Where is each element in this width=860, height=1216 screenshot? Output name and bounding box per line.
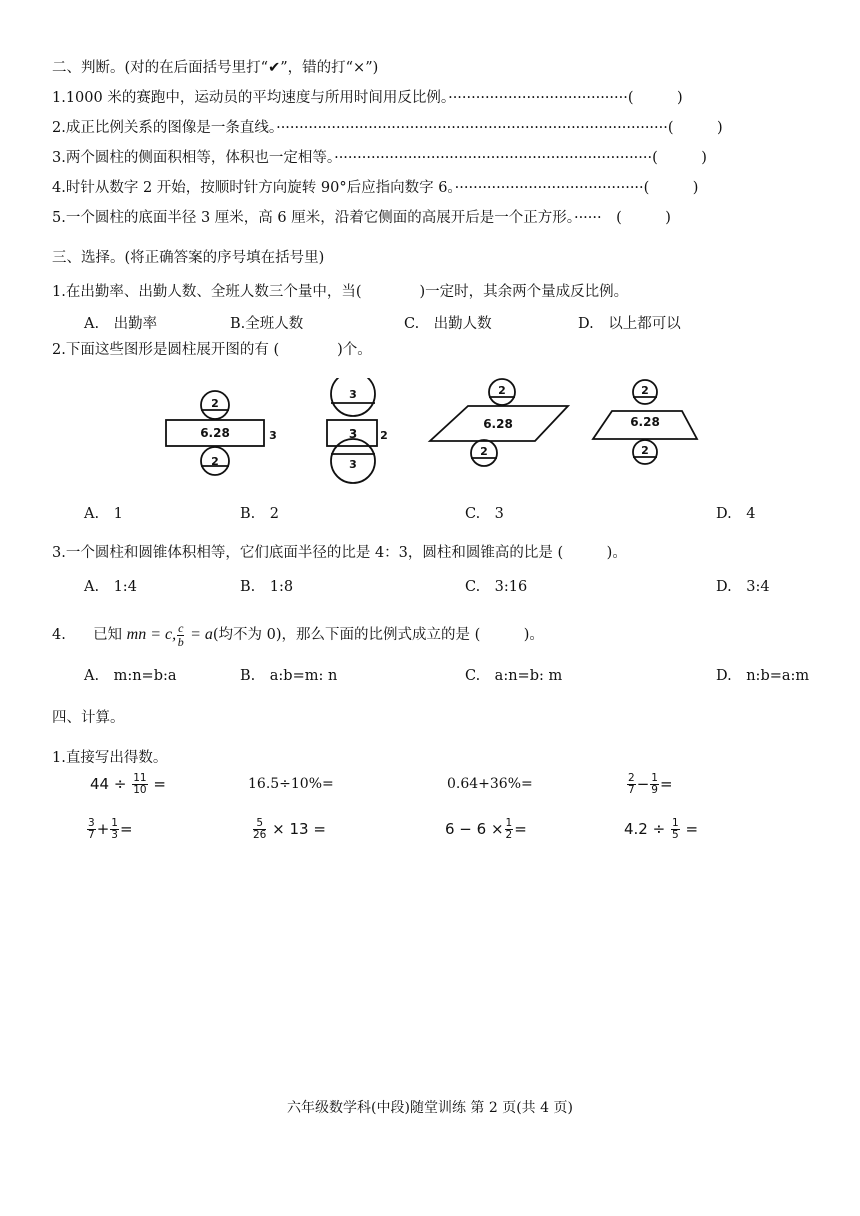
q4-option-d: D. n:b=a:m	[716, 668, 810, 684]
q4-option-c: C. a:n=b: m	[465, 668, 563, 684]
calc-r2-a-d2: 3	[111, 829, 118, 841]
calc-r2-a	[86, 815, 133, 843]
judge-item-5: 5.一个圆柱的底面半径 3 厘米，高 6 厘米，沿着它侧面的高展开后是一个正方形。······ ( )	[52, 210, 671, 226]
calc-r1-d-op: −	[636, 775, 650, 793]
cylinder-net-figures	[160, 378, 720, 490]
calc-r2-c-post: =	[514, 820, 527, 838]
calc-r1-d	[626, 770, 673, 798]
f4-mid-label: 6.28	[630, 415, 660, 429]
calc-r2-a-d1: 7	[88, 829, 95, 841]
q2-option-b: B. 2	[240, 506, 279, 522]
calc-r1-a-pre: 44 ÷	[90, 775, 127, 793]
q2-option-a: A. 1	[84, 506, 123, 522]
q4-number: 4.	[52, 627, 66, 643]
f3-bottom-label: 2	[480, 445, 488, 458]
section-2-heading: 二、判断。(对的在后面括号里打“✔”，错的打“×”)	[52, 60, 379, 76]
calc-r2-b-num: 5	[253, 818, 266, 830]
q4-fraction	[177, 622, 184, 649]
f2-bottom-label: 3	[349, 458, 357, 471]
calc-r1-d-n2: 1	[651, 772, 658, 784]
q1-option-b: B.全班人数	[230, 316, 304, 332]
choice-q1: 1.在出勤率、出勤人数、全班人数三个量中，当( )一定时，其余两个量成反比例。	[52, 284, 629, 300]
calc-r1-d-post: =	[659, 775, 673, 793]
q3-option-c: C. 3:16	[465, 579, 528, 595]
q2-option-d: D. 4	[716, 506, 756, 522]
calc-r2-a-post: =	[119, 820, 133, 838]
calc-r2-d	[624, 815, 698, 843]
f1-mid-label: 6.28	[200, 426, 230, 440]
q4-equation-1: mn = c,	[126, 626, 177, 643]
f1-side-label: 3	[269, 429, 277, 442]
q1-option-a: A. 出勤率	[84, 316, 158, 332]
q4-suffix: (均不为 0)，那么下面的比例式成立的是 ( )。	[212, 627, 544, 643]
f4-bottom-label: 2	[641, 444, 649, 457]
calc-r2-c-pre: 6 − 6 ×	[445, 820, 504, 838]
choice-q2: 2.下面这些图形是圆柱展开图的有 ( )个。	[52, 342, 372, 358]
q3-option-b: B. 1:8	[240, 579, 294, 595]
q4-equation-2: = a	[190, 626, 213, 643]
judge-item-2: 2.成正比例关系的图像是一条直线。·····················································································( )	[52, 120, 723, 136]
calc-r2-a-op: +	[96, 820, 110, 838]
choice-q3: 3.一个圆柱和圆锥体积相等，它们底面半径的比是 4：3，圆柱和圆锥高的比是 ( )。	[52, 545, 627, 561]
f3-top-label: 2	[498, 384, 506, 397]
choice-q4	[52, 620, 544, 650]
calc-r1-a-num: 11	[133, 772, 147, 784]
f3-mid-label: 6.28	[483, 417, 513, 431]
q4-prefix: 已知	[93, 627, 123, 643]
q3-option-d: D. 3:4	[716, 579, 770, 595]
judge-item-3: 3.两个圆柱的侧面积相等，体积也一定相等。·····································································( )	[52, 150, 707, 166]
q4-option-b: B. a:b=m: n	[240, 668, 338, 684]
calc-r1-b: 16.5÷10%=	[248, 776, 334, 792]
calc-r2-d-den: 5	[671, 829, 679, 841]
calc-r2-a-n2: 1	[111, 817, 118, 829]
q4-fraction-num: c	[178, 620, 184, 635]
judge-item-1: 1.1000 米的赛跑中，运动员的平均速度与所用时间用反比例。·······································( )	[52, 90, 683, 106]
calc-r1-d-d2: 9	[651, 784, 658, 796]
calc-r2-c-num: 1	[505, 817, 513, 829]
q3-option-a: A. 1:4	[84, 579, 137, 595]
calc-r1-d-d1: 7	[628, 784, 635, 796]
calc-r2-d-pre: 4.2 ÷	[624, 820, 666, 838]
f1-bottom-label: 2	[211, 455, 219, 468]
q4-fraction-den: b	[177, 634, 184, 649]
f2-mid-label: 3	[348, 427, 358, 441]
section-4-heading: 四、计算。	[52, 710, 125, 726]
f2-side-label: 2	[380, 429, 388, 442]
calc-r2-d-num: 1	[671, 817, 679, 829]
calc-r1-a	[90, 770, 166, 798]
calc-r1-a-den: 10	[133, 784, 147, 796]
page-footer: 六年级数学科(中段)随堂训练 第 2 页(共 4 页)	[287, 1100, 573, 1116]
calc-r2-b-post: × 13 =	[272, 820, 326, 838]
section-3-heading: 三、选择。(将正确答案的序号填在括号里)	[52, 250, 325, 266]
calc-r2-a-n1: 3	[88, 817, 95, 829]
q1-option-d: D. 以上都可以	[578, 316, 681, 332]
calc-r1-a-post: =	[153, 775, 166, 793]
calc-r2-c	[445, 815, 527, 843]
f4-top-label: 2	[641, 384, 649, 397]
calc-r1-d-n1: 2	[628, 772, 635, 784]
calc-r2-d-post: =	[685, 820, 699, 838]
calc-r1-c: 0.64+36%=	[447, 776, 533, 792]
f1-top-label: 2	[211, 397, 219, 410]
f2-top-label: 3	[349, 388, 357, 401]
calc-r2-b	[252, 815, 326, 843]
calc-r2-c-den: 2	[505, 829, 513, 841]
q4-option-a: A. m:n=b:a	[84, 668, 177, 684]
judge-item-4: 4.时针从数字 2 开始，按顺时针方向旋转 90°后应指向数字 6。·········································( )	[52, 180, 699, 196]
calc-q1: 1.直接写出得数。	[52, 750, 168, 766]
q2-option-c: C. 3	[465, 506, 504, 522]
q1-option-c: C. 出勤人数	[404, 316, 492, 332]
calc-r2-b-den: 26	[253, 829, 267, 841]
